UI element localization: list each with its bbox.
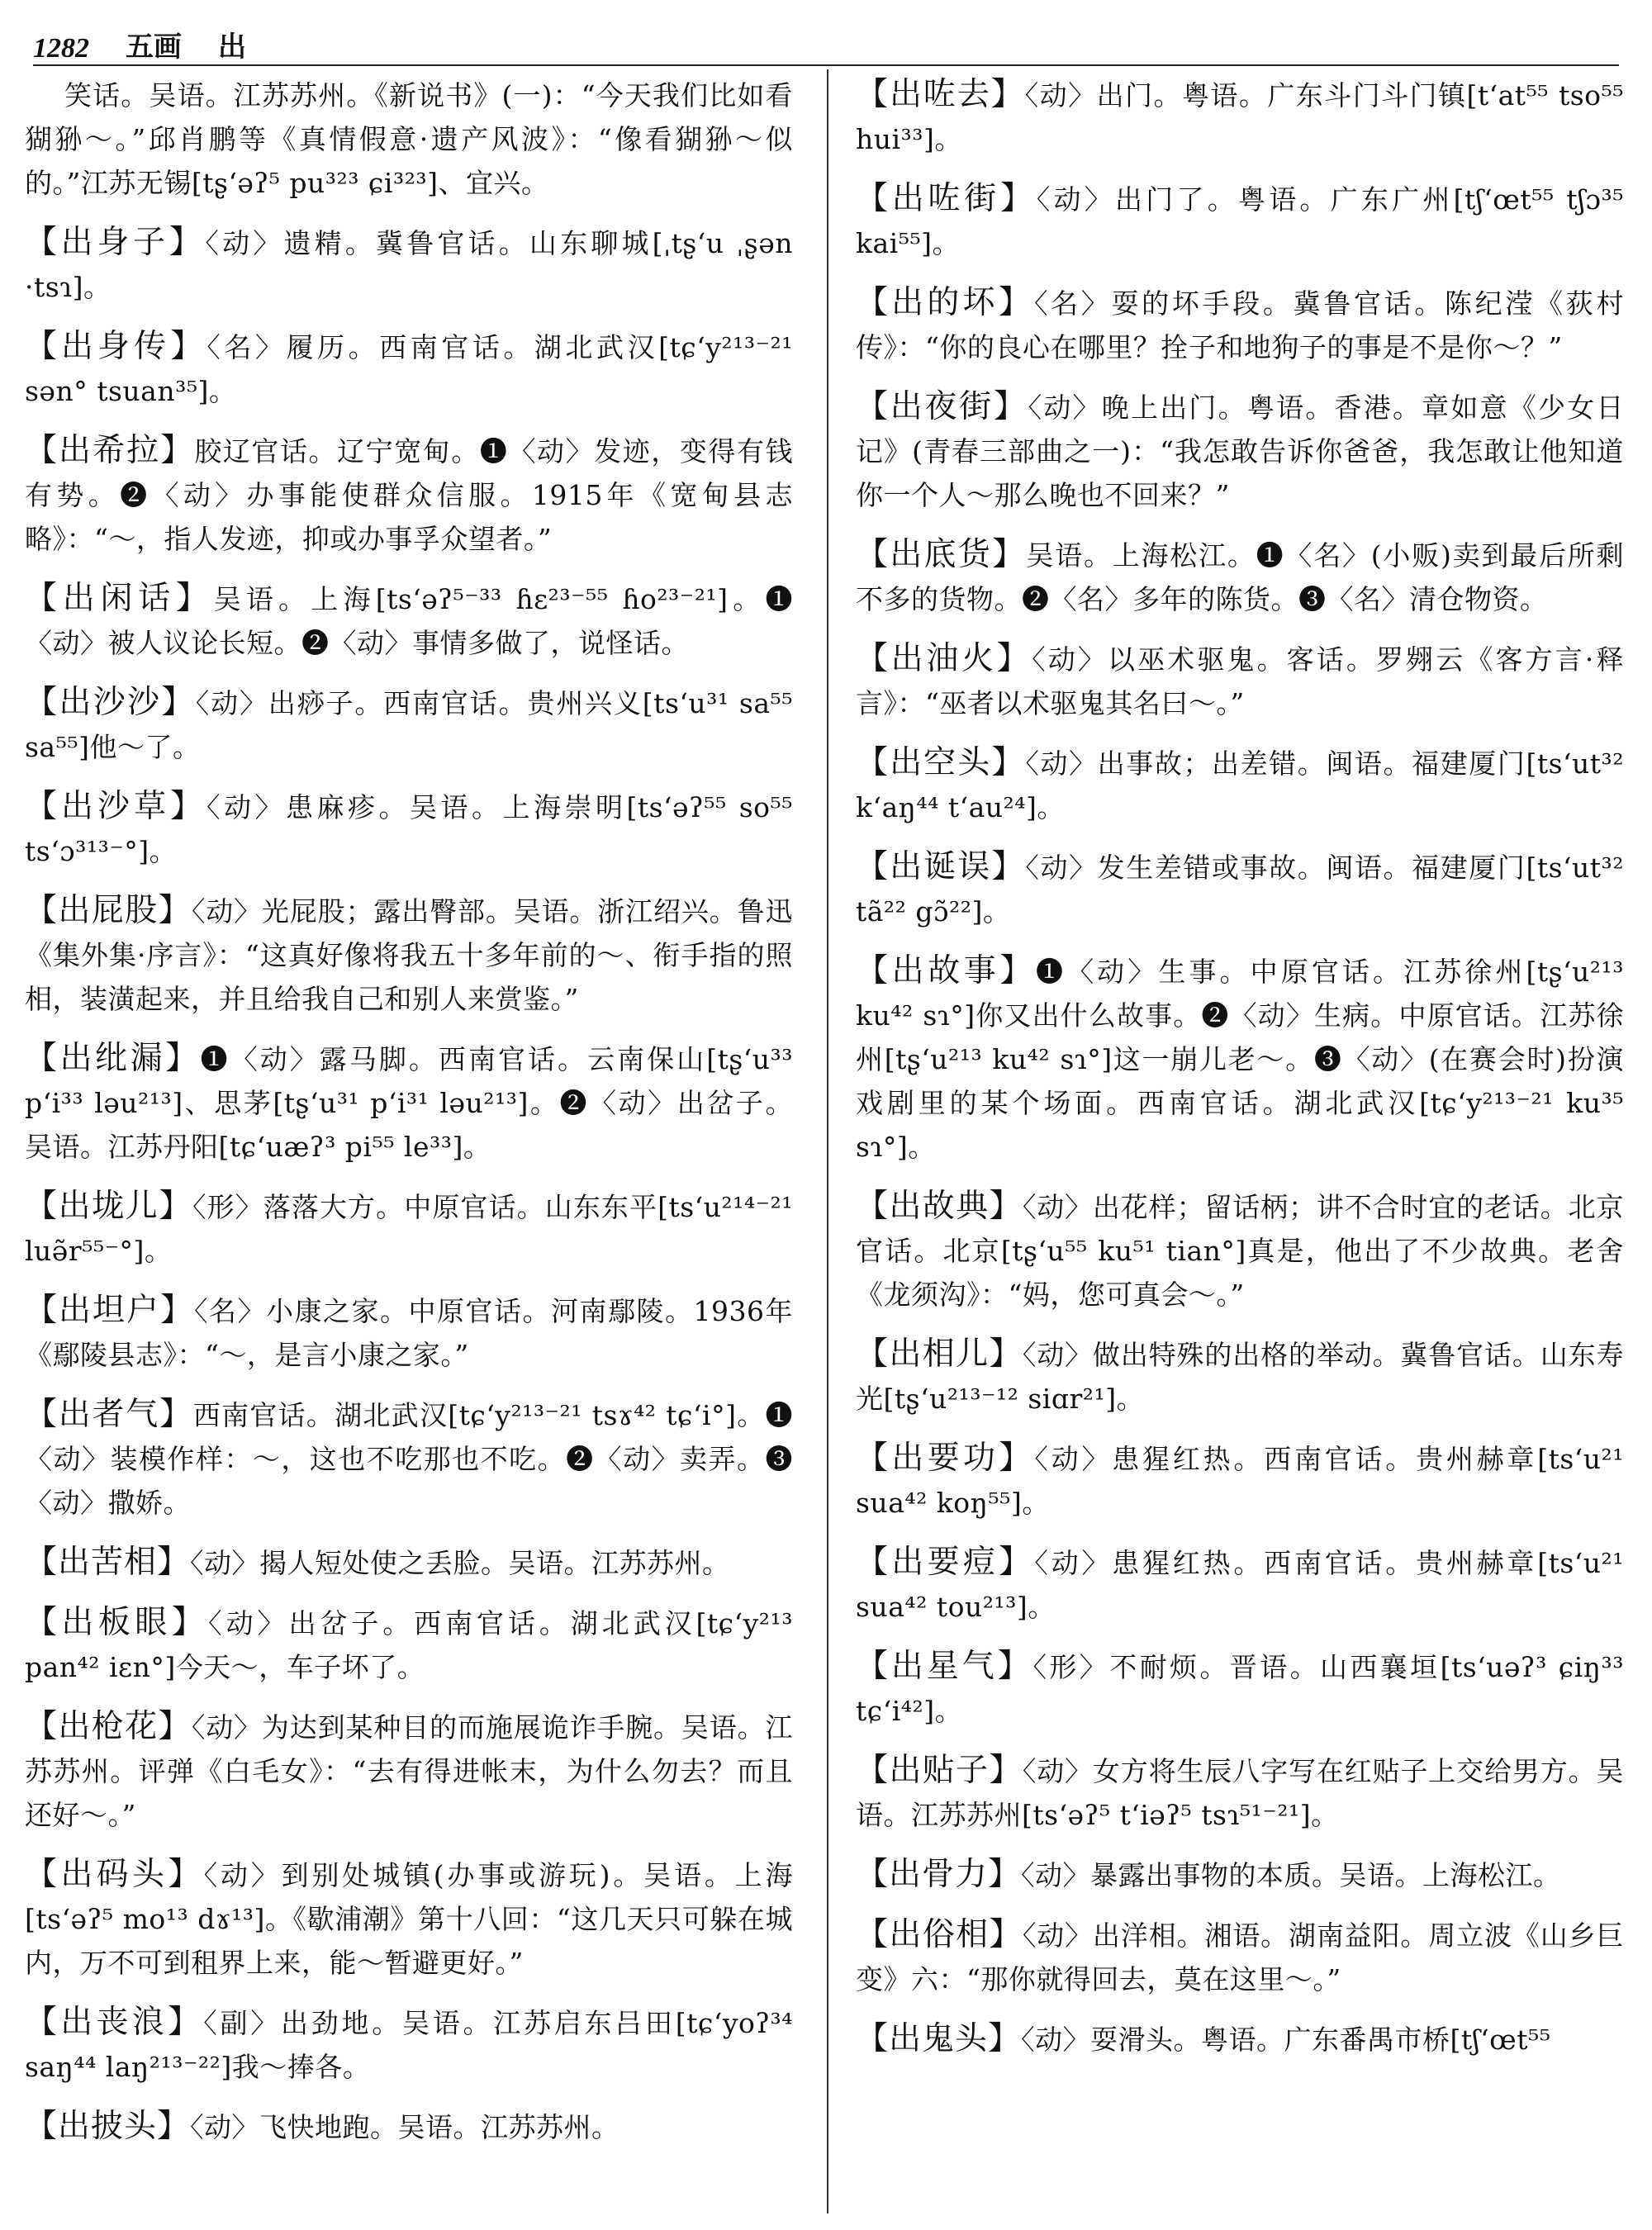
dictionary-entry (856, 1436, 1624, 1525)
column-divider (827, 69, 828, 2213)
entry-definition: 〈动〉发生差错或事故。闽语。福建厦门[tsʻut³² tã²² gɔ̃²²]。 (856, 852, 1624, 928)
entry-definition: 吴语。上海[tsʻəʔ⁵⁻³³ ɦɛ²³⁻⁵⁵ ɦo²³⁻²¹]。❶〈动〉被人议论长短。❷〈动〉事情多做了，说怪话。 (25, 583, 793, 659)
entry-definition: 〈副〉出劲地。吴语。江苏启东吕田[tɕʻyoʔ³⁴ saŋ⁴⁴ laŋ²¹³⁻²²]我～捧各。 (25, 2007, 793, 2083)
dictionary-entry (856, 741, 1624, 829)
dictionary-entry (25, 785, 793, 873)
dictionary-entry (25, 1184, 793, 1273)
dictionary-entry (25, 1037, 793, 1169)
entry-headword: 【出屁股】 (25, 892, 192, 929)
radical-label: 出 (218, 31, 246, 64)
left-column (25, 73, 793, 2165)
entry-headword: 【出码头】 (25, 1856, 204, 1893)
entry-definition: ❶〈动〉生事。中原官话。江苏徐州[tʂʻu²¹³ ku⁴² sɿ°]你又出什么故事。❷〈动〉生病。中原官话。江苏徐州[tʂʻu²¹³ ku⁴² sɿ°]这一崩儿老～。❸〈动〉(在赛会时)扮演戏剧里的某个场面。西南官话。湖北武汉[tɕʻy²¹³⁻²¹ ku³⁵ sɿ°]。 (856, 956, 1624, 1163)
dictionary-entry (856, 1853, 1624, 1897)
entry-definition: 〈动〉出花样；留话柄；讲不合时宜的老话。北京官话。北京[tʂʻu⁵⁵ ku⁵¹ tian°]真是，他出了不少故典。老舍《龙须沟》：“妈，您可真会～。” (856, 1191, 1624, 1311)
entry-definition: 胶辽官话。辽宁宽甸。❶〈动〉发迹，变得有钱有势。❷〈动〉办事能使群众信服。1915年《宽甸县志略》：“～，指人发迹，抑或办事孚众望者。” (25, 435, 793, 555)
entry-headword: 【出坦户】 (25, 1292, 195, 1329)
entry-headword: 【出底货】 (856, 536, 1027, 573)
dictionary-entry (856, 1913, 1624, 2001)
entry-headword: 【出夜街】 (856, 388, 1028, 425)
entry-definition: ❶〈动〉露马脚。西南官话。云南保山[tʂʻu³³ pʻi³³ ləu²¹³]、思茅[tʂʻu³¹ pʻi³¹ ləu²¹³]。❷〈动〉出岔子。吴语。江苏丹阳[tɕʻuæʔ³ pi⁵⁵ le³³]。 (25, 1043, 793, 1163)
entry-definition: 〈动〉光屁股；露出臀部。吴语。浙江绍兴。鲁迅《集外集·序言》：“这真好像将我五十多年前的～、衔手指的照相，装潢起来，并且给我自己和别人来赏鉴。” (25, 895, 793, 1015)
entry-headword: 【出身子】 (25, 224, 206, 261)
dictionary-entry (25, 221, 793, 309)
entry-definition: 〈动〉暴露出事物的本质。吴语。上海松江。 (1021, 1859, 1561, 1891)
entry-definition: 〈动〉遗精。冀鲁官话。山东聊城[ˌtʂʻu ˌʂən ·tsɿ]。 (25, 227, 793, 303)
dictionary-entry (856, 1332, 1624, 1421)
dictionary-entry (856, 1184, 1624, 1317)
entry-headword: 【出咗去】 (856, 76, 1025, 113)
entry-headword: 【出要功】 (856, 1440, 1035, 1477)
dictionary-entry (25, 576, 793, 665)
entry-definition: 〈动〉到别处城镇(办事或游玩)。吴语。上海[tsʻəʔ⁵ mo¹³ dɤ¹³]。《歇浦潮》第十八回：“这几天只可躲在城内，万不可到租界上来，能～暂避更好。” (25, 1859, 793, 1979)
entry-definition: 〈动〉患猩红热。西南官话。贵州赫章[tsʻu²¹ sua⁴² tou²¹³]。 (856, 1547, 1624, 1623)
dictionary-entry (856, 73, 1624, 161)
dictionary-entry (25, 325, 793, 413)
page-number: 1282 (33, 33, 89, 64)
entry-headword: 【出闲话】 (25, 580, 214, 617)
dictionary-entry (25, 1288, 793, 1377)
dictionary-entry (856, 533, 1624, 621)
dictionary-entry (25, 2000, 793, 2089)
entry-definition: 〈动〉出痧子。西南官话。贵州兴义[tsʻu³¹ sa⁵⁵ sa⁵⁵]他～了。 (25, 687, 793, 763)
entry-headword: 【出诞误】 (856, 848, 1026, 885)
entry-definition: 〈名〉履历。西南官话。湖北武汉[tɕʻy²¹³⁻²¹ sən° tsuan³⁵]。 (25, 331, 793, 407)
entry-headword: 【出故事】 (856, 952, 1036, 989)
entry-headword: 【出油火】 (856, 640, 1032, 677)
entry-headword: 【出丧浪】 (25, 2004, 204, 2041)
dictionary-entry (25, 429, 793, 561)
entry-headword: 【出身传】 (25, 328, 207, 365)
entry-headword: 【出披头】 (25, 2108, 191, 2145)
entry-definition: 〈动〉为达到某种目的而施展诡诈手腕。吴语。江苏苏州。评弹《白毛女》：“去有得进帐末，为什么勿去？而且还好～。” (25, 1711, 793, 1831)
dictionary-entry (856, 845, 1624, 933)
entry-definition: 〈名〉耍的坏手段。冀鲁官话。陈纪滢《荻村传》：“你的良心在哪里？拴子和地狗子的事是不是你～？” (856, 287, 1624, 363)
dictionary-entry (25, 1393, 793, 1525)
entry-definition: 〈动〉出门了。粤语。广东广州[tʃʻœt⁵⁵ tʃɔ³⁵ kai⁵⁵]。 (856, 183, 1624, 259)
dictionary-entry (856, 949, 1624, 1169)
entry-definition: 〈动〉揭人短处使之丢脸。吴语。江苏苏州。 (190, 1547, 730, 1579)
entry-headword: 【出骨力】 (856, 1856, 1022, 1893)
entry-definition: 〈动〉晚上出门。粤语。香港。章如意《少女日记》(青春三部曲之一)：“我怎敢告诉你爸爸，我怎敢让他知道你一个人～那么晚也不回来？” (856, 391, 1624, 511)
entry-headword: 【出贴子】 (856, 1752, 1023, 1789)
entry-headword: 【出板眼】 (25, 1604, 209, 1641)
entry-definition: 〈名〉小康之家。中原官话。河南鄢陵。1936年《鄢陵县志》：“～，是言小康之家。” (25, 1295, 793, 1371)
entry-definition: 笑话。吴语。江苏苏州。《新说书》(一)：“今天我们比如看猢狲～。”邱肖鹏等《真情假意·遗产风波》：“像看猢狲～似的。”江苏无锡[tʂʻəʔ⁵ pu³²³ ɕi³²³]、宜兴。 (25, 79, 793, 199)
entry-headword: 【出垅儿】 (25, 1188, 192, 1225)
dictionary-entry (856, 177, 1624, 265)
entry-definition: 〈动〉出事故；出差错。闽语。福建厦门[tsʻut³² kʻaŋ⁴⁴ tʻau²⁴]。 (856, 747, 1624, 823)
entry-definition: 〈动〉做出特殊的出格的举动。冀鲁官话。山东寿光[tʂʻu²¹³⁻¹² siɑr²¹]。 (856, 1339, 1624, 1415)
entry-definition: 〈动〉患猩红热。西南官话。贵州赫章[tsʻu²¹ sua⁴² koŋ⁵⁵]。 (856, 1443, 1624, 1519)
page-header (33, 15, 1619, 64)
dictionary-entry (856, 385, 1624, 517)
entry-headword: 【出相儿】 (856, 1336, 1023, 1373)
dictionary-entry (856, 637, 1624, 725)
entry-definition: 〈形〉不耐烦。晋语。山西襄垣[tsʻuəʔ³ ɕiŋ³³ tɕʻi⁴²]。 (856, 1651, 1624, 1727)
dictionary-entry (25, 1705, 793, 1837)
entry-definition: 〈动〉以巫术驱鬼。客话。罗翙云《客方言·释言》：“巫者以术驱鬼其名曰～。” (856, 643, 1624, 719)
entry-definition: 〈动〉飞快地跑。吴语。江苏苏州。 (190, 2111, 620, 2143)
header-rule (33, 64, 1619, 66)
entry-headword: 【出者气】 (25, 1396, 193, 1433)
entry-definition: 〈动〉出洋相。湘语。湖南益阳。周立波《山乡巨变》六：“那你就得回去，莫在这里～。” (856, 1919, 1624, 1995)
entry-headword: 【出俗相】 (856, 1916, 1023, 1953)
dictionary-entry (25, 1853, 793, 1985)
entry-definition: 〈动〉出岔子。西南官话。湖北武汉[tɕʻy²¹³ pan⁴² iɛn°]今天～，车子坏了。 (25, 1607, 793, 1683)
entry-headword: 【出苦相】 (25, 1544, 191, 1581)
entry-headword: 【出沙沙】 (25, 684, 196, 721)
entry-headword: 【出纰漏】 (25, 1040, 201, 1077)
dictionary-entry (25, 73, 793, 205)
dictionary-entry (25, 2104, 793, 2149)
entry-headword: 【出空头】 (856, 744, 1026, 781)
entry-definition: 〈动〉出门。粤语。广东斗门斗门镇[tʻat⁵⁵ tso⁵⁵ hui³³]。 (856, 79, 1624, 155)
entry-headword: 【出希拉】 (25, 432, 195, 469)
entry-definition: 〈形〉落落大方。中原官话。山东东平[tsʻu²¹⁴⁻²¹ luə̃r⁵⁵⁻°]。 (25, 1191, 793, 1267)
entry-headword: 【出沙草】 (25, 788, 206, 825)
dictionary-entry (25, 1540, 793, 1585)
entry-headword: 【出星气】 (856, 1648, 1033, 1685)
dictionary-entry (25, 889, 793, 1021)
entry-headword: 【出要痘】 (856, 1544, 1035, 1581)
section-label: 五画 (126, 31, 182, 64)
dictionary-entry (856, 1748, 1624, 1837)
dictionary-entry (25, 1601, 793, 1689)
entry-headword: 【出故典】 (856, 1188, 1023, 1225)
entry-headword: 【出枪花】 (25, 1708, 192, 1745)
entry-headword: 【出鬼头】 (856, 2020, 1022, 2057)
dictionary-entry (856, 281, 1624, 369)
dictionary-entry (25, 681, 793, 769)
entry-definition: 〈动〉患麻疹。吴语。上海崇明[tsʻəʔ⁵⁵ so⁵⁵ tsʻɔ³¹³⁻°]。 (25, 791, 793, 867)
dictionary-entry (856, 1540, 1624, 1629)
entry-headword: 【出的坏】 (856, 284, 1034, 321)
right-column (856, 73, 1624, 2077)
entry-definition: 西南官话。湖北武汉[tɕʻy²¹³⁻²¹ tsɤ⁴² tɕʻi°]。❶〈动〉装模作样：～，这也不吃那也不吃。❷〈动〉卖弄。❸〈动〉撒娇。 (25, 1399, 793, 1519)
entry-definition: 〈动〉耍滑头。粤语。广东番禺市桥[tʃʻœt⁵⁵ (1021, 2024, 1551, 2056)
entry-headword: 【出咗街】 (856, 180, 1037, 217)
entry-definition: 〈动〉女方将生辰八字写在红贴子上交给男方。吴语。江苏苏州[tsʻəʔ⁵ tʻiəʔ⁵ tsɿ⁵¹⁻²¹]。 (856, 1755, 1624, 1831)
dictionary-entry (856, 1644, 1624, 1733)
entry-definition: 吴语。上海松江。❶〈名〉(小贩)卖到最后所剩不多的货物。❷〈名〉多年的陈货。❸〈名〉清仓物资。 (856, 539, 1624, 615)
dictionary-entry (856, 2017, 1624, 2062)
